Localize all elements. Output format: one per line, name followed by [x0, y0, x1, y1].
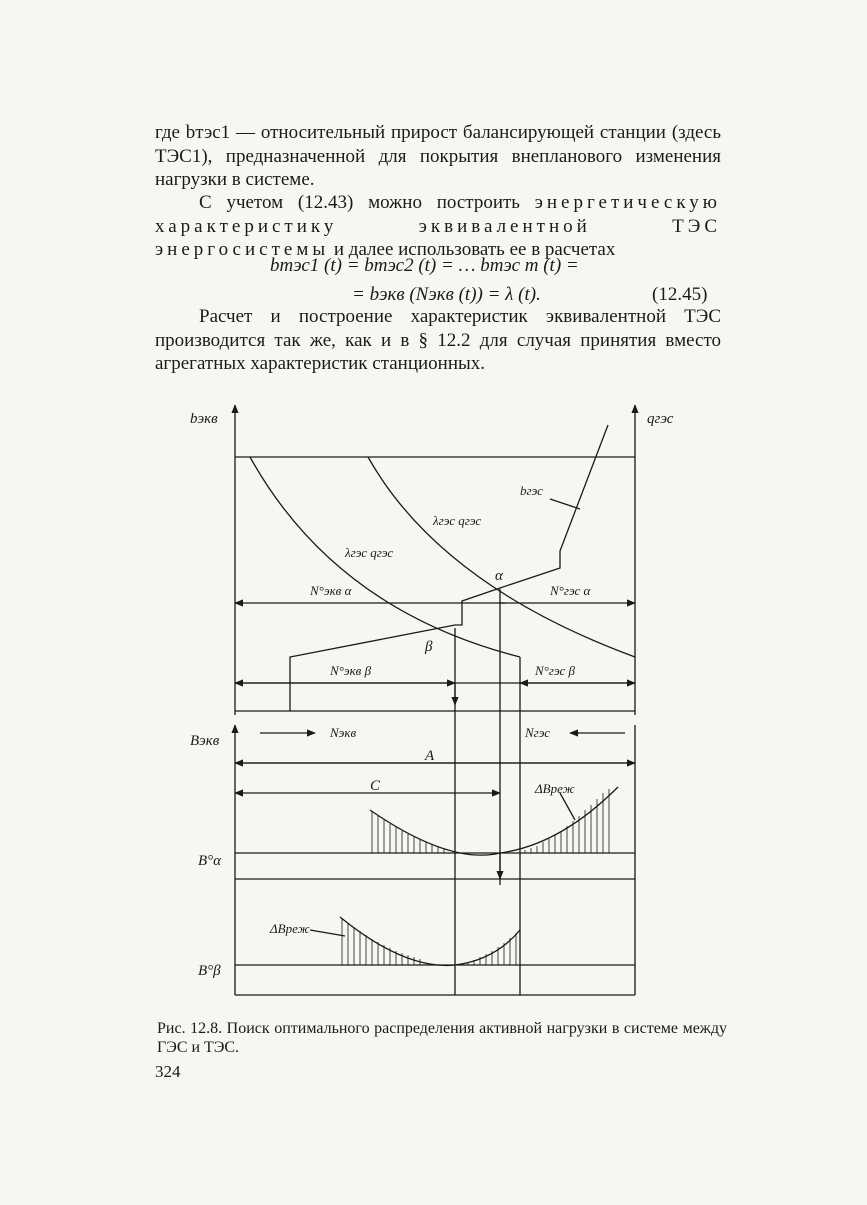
label-n-ekv-alpha: N°экв α	[310, 583, 352, 598]
label-b-alpha: B°α	[198, 853, 222, 869]
paragraph-1: где bтэс1 — относительный прирост балансирующей станции (здесь ТЭС1), предназначенной для покрытия внепланового изменения нагрузки в системе.	[155, 122, 721, 190]
label-n-ekv-beta: N°экв β	[330, 663, 372, 678]
lambda-q-curve-right	[368, 457, 635, 657]
equation-line-2: = bэкв (Nэкв (t)) = λ (t).	[352, 284, 541, 305]
label-a: A	[425, 748, 435, 764]
label-lambda-q-1: λгэс qгэс	[433, 513, 482, 528]
paragraph-2-spaced: энергетическую характеристику эквивалентной ТЭС энергосистемы	[155, 192, 721, 260]
equation-line-1: bтэс1 (t) = bтэс2 (t) = … bтэс m (t) =	[270, 255, 579, 276]
paragraph-2-end: и далее использовать ее в расчетах	[329, 239, 616, 260]
figure-caption: Рис. 12.8. Поиск оптимального распределения активной нагрузки в системе между ГЭС и ТЭС.	[157, 1020, 727, 1056]
label-b-ges: bгэс	[520, 483, 543, 498]
label-n-ges-beta: N°гэс β	[535, 663, 575, 678]
label-beta: β	[425, 639, 433, 655]
label-c: C	[370, 778, 381, 794]
label-n-ekv: Nэкв	[330, 725, 357, 740]
delta-b-curve-1	[370, 787, 618, 855]
label-delta-b-2: ΔBреж	[270, 921, 310, 936]
label-b-beta: B°β	[198, 963, 221, 979]
label-n-ges: Nгэс	[525, 725, 551, 740]
paragraph-2-start: С учетом (12.43) можно построить	[199, 192, 535, 213]
paragraph-2	[155, 191, 721, 262]
label-lambda-q-2: λгэс qгэс	[345, 545, 394, 560]
label-delta-b-1: ΔBреж	[535, 781, 575, 796]
label-b-ekv-lower: Bэкв	[190, 733, 220, 749]
label-n-ges-alpha: N°гэс α	[550, 583, 591, 598]
delta-b-curve-2	[340, 917, 520, 965]
page-number: 324	[155, 1062, 181, 1081]
paragraph-3: Расчет и построение характеристик эквивалентной ТЭС производится так же, как и в § 12.2 для случая принятия вместо агрегатных характеристик станционных.	[155, 306, 721, 374]
label-alpha: α	[495, 568, 503, 584]
label-q-ges: qгэс	[647, 411, 674, 427]
label-b-ekv: bэкв	[190, 411, 218, 427]
equation-number: (12.45)	[652, 284, 708, 305]
figure-12-8	[150, 395, 710, 1010]
